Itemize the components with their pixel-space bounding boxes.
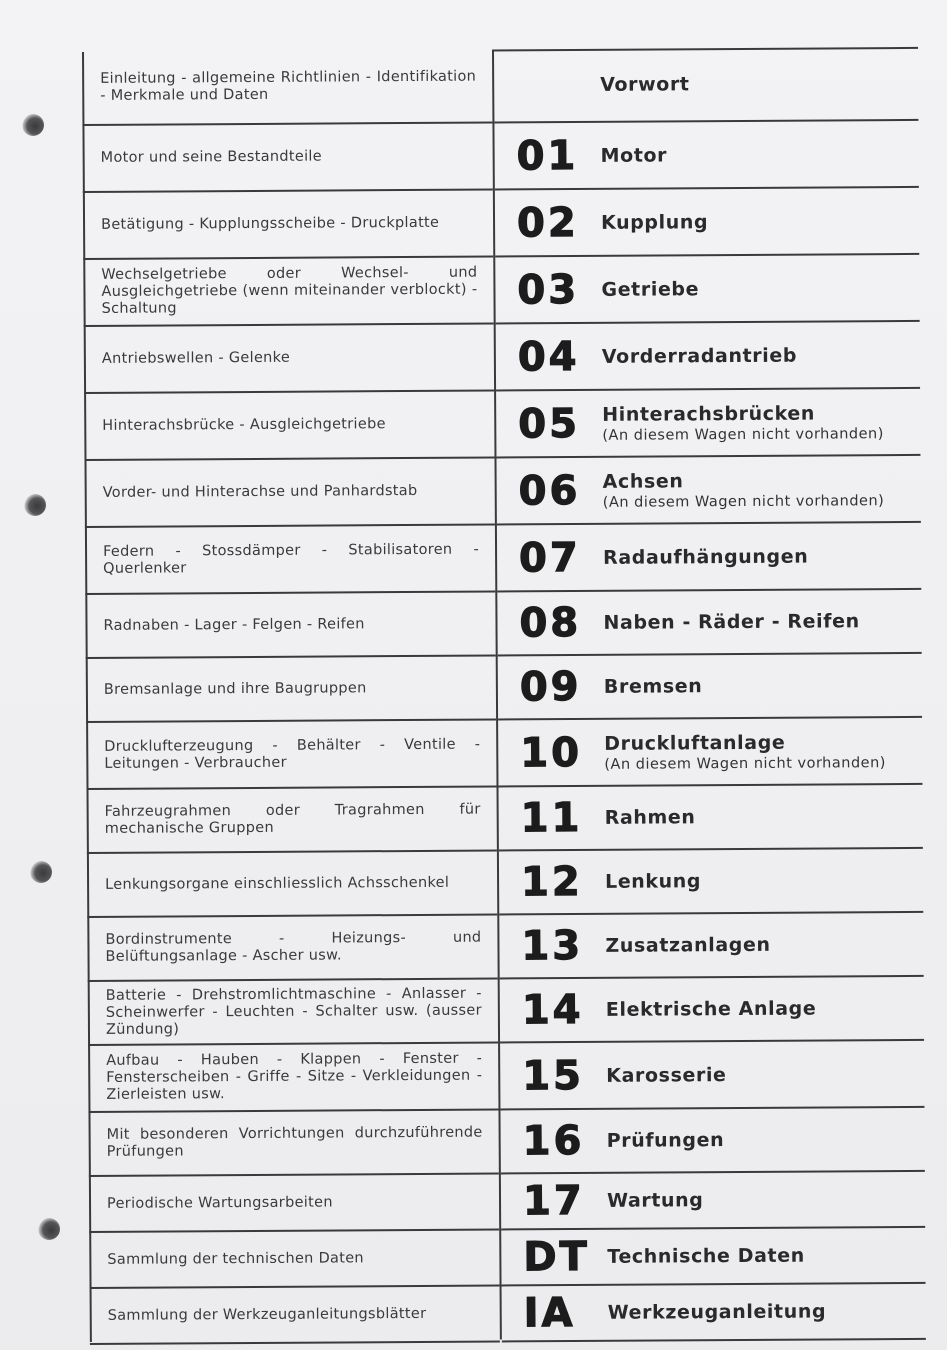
section-number: 16 [522,1117,585,1165]
section-title-group [603,469,885,511]
section-description: Radnaben - Lager - Felgen - Reifen [85,592,495,659]
section-description: Bordinstrumente - Heizungs- und Belüftungsanlage - Ascher usw. [87,915,497,982]
section-title-group [605,870,701,893]
section-title-group [602,402,884,444]
section-heading [500,1108,924,1175]
section-heading [500,1041,924,1111]
section-title-group [603,610,859,634]
section-description: Sammlung der Werkzeuganleitungsblätter [90,1286,500,1345]
section-number: 17 [522,1177,585,1225]
toc-row [82,47,918,126]
section-title: Hinterachsbrücken [602,402,815,426]
section-title-group [606,1064,726,1087]
section-number [494,85,600,86]
section-heading [495,255,919,325]
section-note: (An diesem Wagen nicht vorhanden) [602,425,884,444]
section-number: 04 [517,333,580,380]
section-description: Sammlung der technischen Daten [89,1230,499,1289]
section-heading [501,1228,925,1287]
section-title: Getriebe [601,277,700,301]
section-heading [500,977,924,1044]
toc-row [87,913,923,982]
section-title-group [603,545,808,568]
toc-row [83,188,919,260]
section-description: Bremsanlage und ihre Baugruppen [86,656,496,723]
section-description: Hinterachsbrücke - Ausgleichgetriebe [84,391,494,461]
table-of-contents [82,47,926,1342]
section-number: 03 [517,266,580,313]
section-title: Werkzeuganleitung [607,1300,827,1324]
toc-row [83,255,919,327]
section-heading [502,1284,926,1343]
section-number: 11 [520,794,583,842]
section-heading [499,913,923,980]
section-number: IA [523,1290,576,1337]
section-description: Mit besonderen Vorrichtungen durchzuführende Prüfungen [88,1110,498,1177]
toc-row [89,1172,925,1233]
section-title-group [601,211,708,234]
toc-row [88,977,924,1046]
section-title-group [602,344,797,367]
section-title-group [600,73,689,96]
toc-row [86,718,922,790]
section-title-group [607,1189,704,1212]
toc-row [84,456,920,528]
section-heading [497,523,921,593]
section-heading [499,785,923,852]
section-description: Wechselgetriebe oder Wechsel- und Ausgleichgetriebe (wenn miteinander verblockt) - Schaltung [83,257,493,327]
section-description: Motor und seine Bestandteile [82,123,492,193]
section-title-group [601,278,699,301]
section-title: Vorderradantrieb [601,344,798,368]
section-title: Wartung [606,1189,704,1212]
section-number: 06 [518,467,581,514]
section-number: 07 [518,534,581,581]
section-description: Lenkungsorgane einschliesslich Achsschenkel [87,851,497,918]
section-number: 05 [518,400,581,447]
section-title-group [601,144,668,166]
toc-row [82,121,918,193]
section-note: (An diesem Wagen nicht vorhanden) [604,754,886,773]
section-heading [496,456,920,526]
section-title-group [604,675,703,698]
section-description: Fahrzeugrahmen oder Tragrahmen für mechanische Gruppen [87,787,497,854]
section-title-group [607,1245,805,1268]
toc-row [86,654,922,723]
section-number: 12 [520,858,583,906]
section-number: 13 [521,922,584,970]
toc-row [88,1041,924,1113]
section-number: 15 [522,1052,585,1099]
section-title: Lenkung [605,870,702,893]
toc-row [85,523,921,595]
section-title: Motor [600,143,668,167]
section-heading [497,590,921,657]
section-heading [496,322,920,392]
section-title: Achsen [602,469,684,493]
section-number: 14 [521,986,584,1034]
toc-row [84,322,920,394]
section-title: Kupplung [600,210,709,234]
section-title: Zusatzanlagen [605,933,771,957]
section-title-group [606,998,817,1021]
toc-row [90,1284,926,1345]
punch-hole [38,1218,60,1240]
section-note: (An diesem Wagen nicht vorhanden) [602,492,885,511]
section-title-group [604,731,886,773]
punch-hole [24,494,46,516]
section-description: Antriebswellen - Gelenke [84,324,494,394]
section-title: Elektrische Anlage [605,997,817,1021]
section-heading [494,121,918,191]
section-heading [494,47,918,124]
section-title-group [605,934,770,957]
section-heading [499,849,923,916]
section-title: Druckluftanlage [604,731,786,755]
section-title: Rahmen [604,806,696,829]
section-title-group [607,1129,725,1152]
section-title: Naben - Räder - Reifen [603,610,860,634]
section-heading [498,718,922,788]
toc-row [85,590,921,659]
toc-row [84,389,920,461]
section-description: Batterie - Drehstromlichtmaschine - Anlasser - Scheinwerfer - Leuchten - Schalter usw. (ausser Zündung) [88,979,498,1046]
section-title-group [605,806,696,829]
section-title: Karosserie [606,1063,727,1087]
toc-row [87,785,923,854]
section-title: Radaufhängungen [603,545,809,569]
section-number: 10 [520,729,583,776]
section-description: Vorder- und Hinterachse und Panhardstab [84,458,494,528]
section-description: Federn - Stossdämper - Stabilisatoren - Querlenker [85,525,495,595]
section-title: Prüfungen [606,1129,725,1152]
toc-row [88,1108,924,1177]
section-title: Vorwort [600,73,690,96]
section-number: 01 [516,132,579,179]
toc-row [87,849,923,918]
section-number: 08 [519,599,582,647]
section-description: Drucklufterzeugung - Behälter - Ventile - Leitungen - Verbraucher [86,720,496,790]
section-number: 09 [519,663,582,711]
section-description: Betätigung - Kupplungsscheibe - Druckplatte [83,190,493,260]
section-description: Aufbau - Hauben - Klappen - Fenster - Fensterscheiben - Griffe - Sitze - Verkleidungen - Zierleisten usw. [88,1043,498,1113]
toc-row [89,1228,925,1289]
section-number: DT [523,1233,591,1281]
section-heading [498,654,922,721]
punch-hole [30,861,52,883]
section-heading [495,188,919,258]
section-title: Technische Daten [607,1244,805,1268]
section-number: 02 [516,199,579,246]
section-description: Einleitung - allgemeine Richtlinien - Identifikation - Merkmale und Daten [82,49,492,126]
section-heading [496,389,920,459]
section-title: Bremsen [603,675,703,698]
section-title-group [608,1300,827,1323]
section-description: Periodische Wartungsarbeiten [89,1174,499,1233]
punch-hole [22,114,44,136]
section-heading [501,1172,925,1231]
